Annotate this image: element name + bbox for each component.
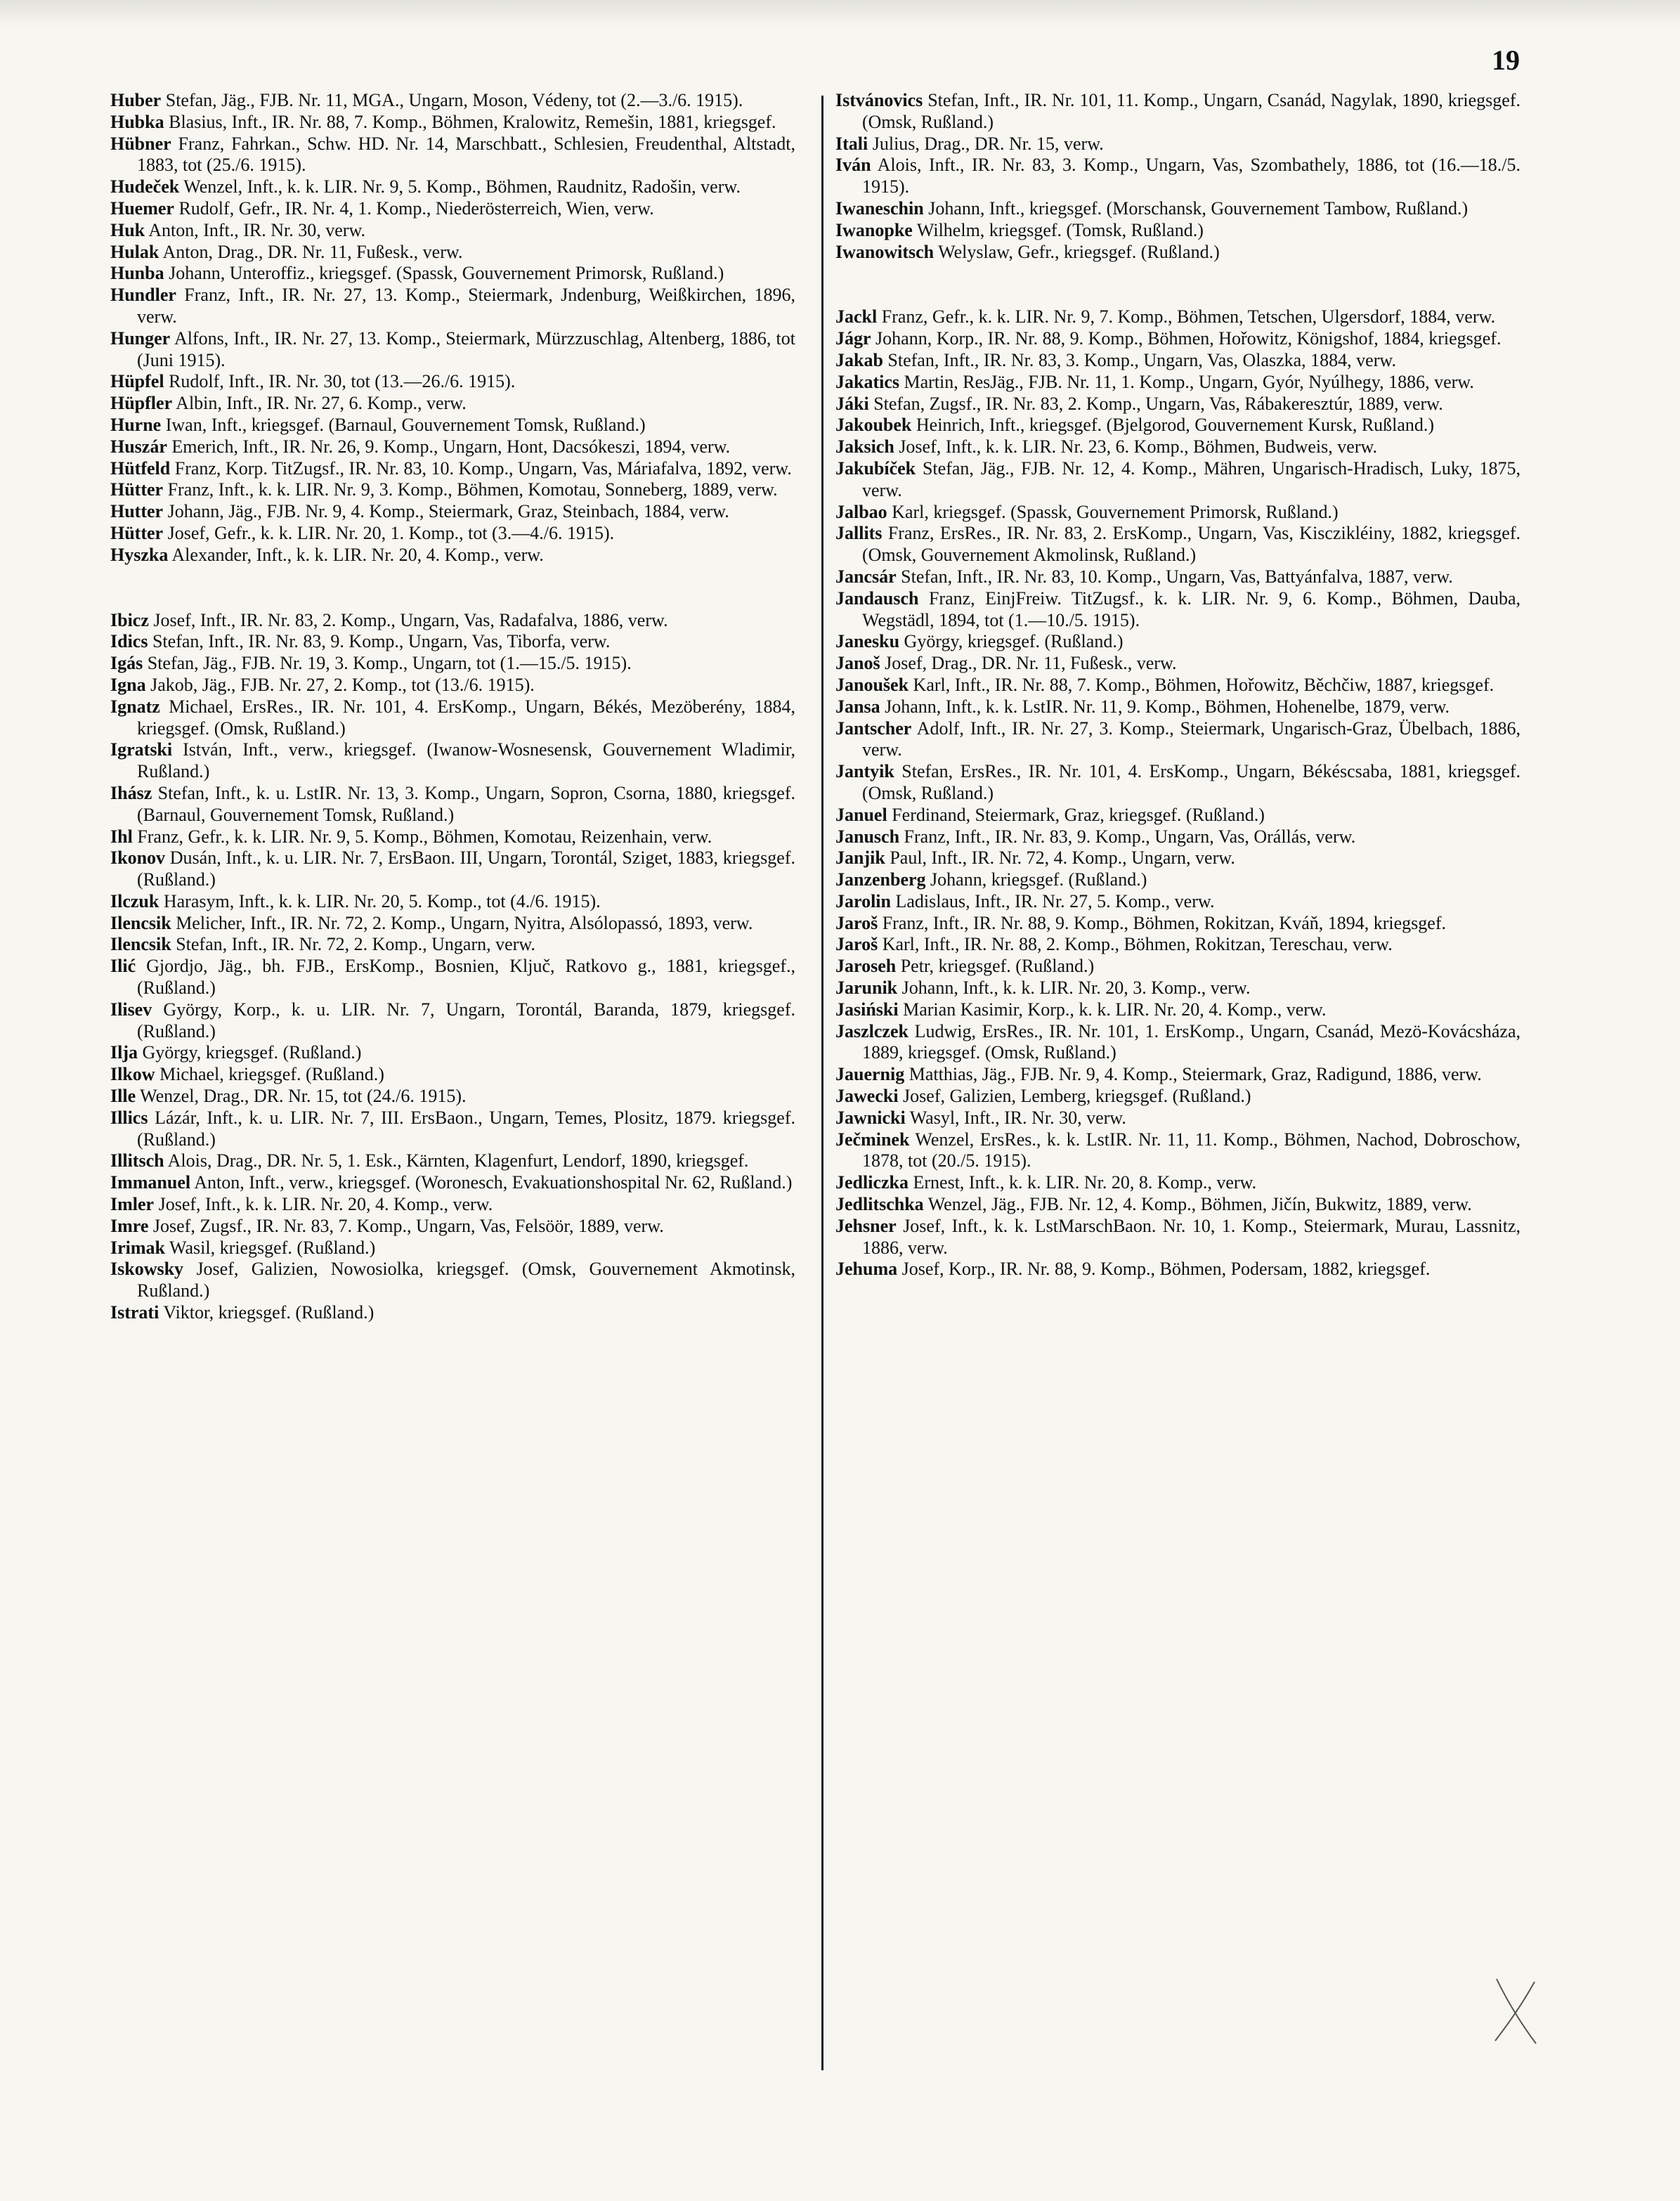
entry-surname: Ihl bbox=[110, 826, 133, 847]
entry-details: Karl, kriegsgef. (Spassk, Gouvernement Primorsk, Rußland.) bbox=[887, 501, 1339, 522]
entry-surname: Hütter bbox=[110, 479, 164, 500]
directory-entry bbox=[835, 306, 1521, 328]
directory-entry bbox=[110, 523, 795, 545]
directory-entry bbox=[110, 263, 795, 285]
entry-details: Welyslaw, Gefr., kriegsgef. (Rußland.) bbox=[934, 241, 1220, 262]
entry-surname: Jauernig bbox=[835, 1064, 905, 1085]
entries-j-group bbox=[835, 306, 1521, 1280]
directory-entry bbox=[110, 1302, 795, 1324]
directory-entry bbox=[835, 394, 1521, 415]
entry-surname: Ilczuk bbox=[110, 890, 159, 911]
directory-entry bbox=[110, 891, 795, 913]
directory-entry bbox=[835, 956, 1521, 978]
entry-details: Franz, Gefr., k. k. LIR. Nr. 9, 7. Komp., Böhmen, Tetschen, Ulgersdorf, 1884, verw. bbox=[877, 306, 1496, 327]
entry-details: Iwan, Inft., kriegsgef. (Barnaul, Gouvernement Tomsk, Rußland.) bbox=[161, 414, 646, 435]
entry-details: Johann, Inft., k. k. LIR. Nr. 20, 3. Komp., verw. bbox=[897, 978, 1251, 999]
entry-details: Gjordjo, Jäg., bh. FJB., ErsKomp., Bosnien, Ključ, Ratkovo g., 1881, kriegsgef., (Rußland.) bbox=[136, 956, 795, 999]
directory-entry bbox=[835, 220, 1521, 242]
entry-details: Emerich, Inft., IR. Nr. 26, 9. Komp., Ungarn, Hont, Dacsókeszi, 1894, verw. bbox=[167, 436, 731, 457]
page-number: 19 bbox=[1492, 44, 1520, 76]
directory-entry bbox=[835, 1129, 1521, 1173]
entry-details: Wasyl, Inft., IR. Nr. 30, verw. bbox=[905, 1107, 1126, 1128]
entry-surname: Jaroš bbox=[835, 912, 878, 933]
entry-surname: Hübner bbox=[110, 133, 171, 154]
column-divider bbox=[821, 96, 823, 2070]
entry-details: Josef, Zugsf., IR. Nr. 83, 7. Komp., Ungarn, Vas, Felsöör, 1889, verw. bbox=[148, 1215, 664, 1236]
entry-details: Michael, kriegsgef. (Rußland.) bbox=[155, 1064, 384, 1085]
directory-entry bbox=[835, 372, 1521, 394]
entry-surname: Istvánovics bbox=[835, 90, 923, 110]
entry-surname: Huber bbox=[110, 90, 162, 110]
entry-surname: Januel bbox=[835, 804, 887, 825]
entry-surname: Ibicz bbox=[110, 609, 149, 630]
entry-details: Stefan, ErsRes., IR. Nr. 101, 4. ErsKomp., Ungarn, Békéscsaba, 1881, kriegsgef. (Omsk, Rußland.) bbox=[862, 761, 1521, 803]
entry-details: Wenzel, Drag., DR. Nr. 15, tot (24./6. 1915). bbox=[136, 1086, 467, 1107]
entry-details: Wenzel, Inft., k. k. LIR. Nr. 9, 5. Komp., Böhmen, Raudnitz, Radošin, verw. bbox=[179, 176, 741, 197]
entries-i-group-continued bbox=[835, 90, 1521, 263]
entry-details: György, kriegsgef. (Rußland.) bbox=[899, 631, 1124, 652]
entry-details: Lázár, Inft., k. u. LIR. Nr. 7, III. ErsBaon., Ungarn, Temes, Plositz, 1879. kriegsgef. (Rußland.) bbox=[137, 1107, 795, 1150]
entry-surname: Hüpfler bbox=[110, 393, 173, 414]
directory-entry bbox=[110, 1238, 795, 1259]
directory-entry bbox=[835, 934, 1521, 956]
directory-entry bbox=[110, 1216, 795, 1238]
entry-details: György, Korp., k. u. LIR. Nr. 7, Ungarn, Torontál, Baranda, 1879, kriegsgef. (Rußland.) bbox=[137, 999, 795, 1041]
entry-details: Franz, Korp. TitZugsf., IR. Nr. 83, 10. Komp., Ungarn, Vas, Máriafalva, 1892, verw. bbox=[170, 457, 792, 479]
directory-entry bbox=[835, 328, 1521, 350]
entry-surname: Jaksich bbox=[835, 436, 894, 457]
directory-entry bbox=[835, 523, 1521, 566]
entry-details: Wasil, kriegsgef. (Rußland.) bbox=[165, 1237, 376, 1258]
directory-entry bbox=[835, 155, 1521, 198]
directory-entry bbox=[110, 501, 795, 523]
entry-details: Franz, Gefr., k. k. LIR. Nr. 9, 5. Komp., Böhmen, Komotau, Reizenhain, verw. bbox=[132, 826, 712, 847]
entry-surname: Immanuel bbox=[110, 1172, 191, 1193]
directory-entry bbox=[110, 653, 795, 675]
entry-details: Karl, Inft., IR. Nr. 88, 7. Komp., Böhmen, Hořowitz, Běchčiw, 1887, kriegsgef. bbox=[909, 674, 1495, 695]
entry-surname: Huszár bbox=[110, 436, 167, 457]
entry-details: Johann, Inft., kriegsgef. (Morschansk, Gouvernement Tambow, Rußland.) bbox=[923, 197, 1469, 219]
directory-entry bbox=[835, 718, 1521, 762]
directory-entry bbox=[835, 566, 1521, 588]
entry-surname: Jancsár bbox=[835, 566, 897, 587]
entry-details: Wilhelm, kriegsgef. (Tomsk, Rußland.) bbox=[912, 219, 1204, 240]
directory-entry bbox=[110, 739, 795, 783]
entry-details: Dusán, Inft., k. u. LIR. Nr. 7, ErsBaon. III, Ungarn, Torontál, Sziget, 1883, kriegsgef. (Rußland.) bbox=[137, 848, 795, 890]
directory-entry bbox=[110, 934, 795, 956]
entry-details: Petr, kriegsgef. (Rußland.) bbox=[896, 956, 1095, 977]
entry-details: Johann, Inft., k. k. LstIR. Nr. 11, 9. Komp., Böhmen, Hohenelbe, 1879, verw. bbox=[880, 696, 1450, 717]
directory-entry bbox=[110, 999, 795, 1043]
entry-surname: Jaroš bbox=[835, 934, 878, 955]
directory-entry bbox=[110, 112, 795, 134]
directory-entry bbox=[110, 1064, 795, 1086]
directory-entry bbox=[835, 1021, 1521, 1065]
entry-surname: Iwanopke bbox=[835, 219, 913, 240]
entry-surname: Janesku bbox=[835, 631, 900, 652]
entry-details: Michael, ErsRes., IR. Nr. 101, 4. ErsKomp., Ungarn, Békés, Mezöberény, 1884, kriegsgef. (Omsk, Rußland.) bbox=[137, 696, 795, 739]
entry-details: Stefan, Jäg., FJB. Nr. 19, 3. Komp., Ungarn, tot (1.—15./5. 1915). bbox=[143, 653, 632, 674]
directory-entry bbox=[110, 675, 795, 696]
directory-entry bbox=[110, 242, 795, 264]
entry-surname: Jakab bbox=[835, 349, 883, 370]
directory-entry bbox=[110, 285, 795, 328]
entry-surname: Hunba bbox=[110, 263, 164, 284]
entry-details: Franz, Inft., IR. Nr. 27, 13. Komp., Steiermark, Jndenburg, Weißkirchen, 1896, verw. bbox=[137, 285, 795, 327]
entry-details: Franz, Inft., k. k. LIR. Nr. 9, 3. Komp., Böhmen, Komotau, Sonneberg, 1889, verw. bbox=[163, 479, 778, 500]
directory-entry bbox=[110, 393, 795, 415]
entry-details: Josef, Inft., k. k. LIR. Nr. 20, 4. Komp., verw. bbox=[154, 1194, 493, 1215]
entry-details: Martin, ResJäg., FJB. Nr. 11, 1. Komp., Ungarn, Gyór, Nyúlhegy, 1886, verw. bbox=[899, 371, 1474, 392]
entry-surname: Jaszlczek bbox=[835, 1020, 909, 1041]
entry-surname: Hurne bbox=[110, 414, 162, 435]
entry-details: Rudolf, Inft., IR. Nr. 30, tot (13.—26./6. 1915). bbox=[164, 371, 516, 392]
entry-details: Viktor, kriegsgef. (Rußland.) bbox=[159, 1302, 375, 1323]
directory-entry bbox=[835, 90, 1521, 134]
entry-surname: Janusch bbox=[835, 826, 900, 847]
entry-details: Josef, Drag., DR. Nr. 11, Fußesk., verw. bbox=[880, 653, 1177, 674]
entry-surname: Irimak bbox=[110, 1237, 165, 1258]
entry-details: Stefan, Jäg., FJB. Nr. 12, 4. Komp., Mähren, Ungarisch-Hradisch, Luky, 1875, verw. bbox=[862, 457, 1521, 500]
directory-entry bbox=[110, 415, 795, 436]
entry-surname: Ille bbox=[110, 1086, 136, 1107]
directory-entry bbox=[835, 999, 1521, 1021]
entry-details: Blasius, Inft., IR. Nr. 88, 7. Komp., Böhmen, Kralowitz, Remešin, 1881, kriegsgef. bbox=[164, 111, 776, 132]
directory-entry bbox=[835, 350, 1521, 372]
left-column bbox=[110, 90, 795, 1324]
directory-entry bbox=[835, 1108, 1521, 1129]
directory-entry bbox=[835, 826, 1521, 848]
entry-surname: Janzenberg bbox=[835, 869, 926, 890]
entry-surname: Jantyik bbox=[835, 761, 894, 782]
directory-entry bbox=[835, 978, 1521, 999]
entry-surname: Jehsner bbox=[835, 1215, 897, 1236]
entry-surname: Imler bbox=[110, 1194, 155, 1215]
entry-surname: Hunger bbox=[110, 327, 171, 349]
entry-surname: Hyszka bbox=[110, 544, 169, 565]
entry-surname: Igás bbox=[110, 653, 143, 674]
entry-details: Matthias, Jäg., FJB. Nr. 9, 4. Komp., Steiermark, Graz, Radigund, 1886, verw. bbox=[904, 1064, 1482, 1085]
entry-surname: Jágr bbox=[835, 328, 871, 349]
directory-entry bbox=[110, 328, 795, 372]
entry-details: Josef, Galizien, Nowosiolka, kriegsgef. (Omsk, Gouvernement Akmotinsk, Rußland.) bbox=[137, 1259, 795, 1301]
entry-details: Anton, Inft., IR. Nr. 30, verw. bbox=[145, 219, 366, 240]
entry-surname: Ihász bbox=[110, 782, 152, 803]
directory-entry bbox=[110, 436, 795, 458]
entry-details: Julius, Drag., DR. Nr. 15, verw. bbox=[868, 133, 1104, 154]
entry-surname: Ilja bbox=[110, 1042, 138, 1063]
directory-entry bbox=[110, 90, 795, 112]
entry-surname: Iwanowitsch bbox=[835, 241, 935, 262]
entry-surname: Jandausch bbox=[835, 587, 919, 609]
directory-entry bbox=[835, 198, 1521, 220]
directory-entry bbox=[110, 848, 795, 891]
entry-details: Wenzel, Jäg., FJB. Nr. 12, 4. Komp., Böhmen, Jičín, Bukwitz, 1889, verw. bbox=[923, 1194, 1472, 1215]
directory-entry bbox=[835, 1194, 1521, 1216]
entry-surname: Jaroseh bbox=[835, 956, 897, 977]
directory-entry bbox=[110, 1259, 795, 1302]
entry-surname: Hulak bbox=[110, 241, 159, 262]
entry-surname: Ilencsik bbox=[110, 912, 171, 933]
entry-details: Paul, Inft., IR. Nr. 72, 4. Komp., Ungarn, verw. bbox=[885, 848, 1235, 869]
directory-entry bbox=[835, 869, 1521, 891]
directory-entry bbox=[835, 1172, 1521, 1194]
directory-entry bbox=[110, 1150, 795, 1172]
entry-surname: Ilisev bbox=[110, 999, 152, 1020]
entry-surname: Jarolin bbox=[835, 890, 891, 911]
entry-surname: Hüpfel bbox=[110, 371, 164, 392]
directory-entry bbox=[835, 242, 1521, 264]
entry-details: Alexander, Inft., k. k. LIR. Nr. 20, 4. Komp., verw. bbox=[168, 544, 544, 565]
entry-details: Stefan, Inft., k. u. LstIR. Nr. 13, 3. Komp., Ungarn, Sopron, Csorna, 1880, kriegsgef. (Barnaul, Gouvernement Tomsk, Rußland.) bbox=[137, 782, 795, 825]
entry-surname: Janjik bbox=[835, 848, 885, 869]
directory-entry bbox=[835, 675, 1521, 696]
pencil-cross-mark bbox=[1491, 1976, 1540, 2046]
directory-entry bbox=[835, 1216, 1521, 1259]
directory-entry bbox=[110, 1194, 795, 1216]
directory-entry bbox=[835, 502, 1521, 524]
directory-entry bbox=[110, 1108, 795, 1151]
entry-details: Stefan, Jäg., FJB. Nr. 11, MGA., Ungarn, Moson, Védeny, tot (2.—3./6. 1915). bbox=[161, 90, 743, 110]
directory-entry bbox=[110, 696, 795, 740]
entry-surname: Illics bbox=[110, 1107, 148, 1128]
entry-surname: Janoušek bbox=[835, 674, 909, 695]
directory-entry bbox=[110, 783, 795, 826]
directory-entry bbox=[835, 761, 1521, 805]
directory-entry bbox=[110, 610, 795, 632]
entry-details: Melicher, Inft., IR. Nr. 72, 2. Komp., Ungarn, Nyitra, Alsólopassó, 1893, verw. bbox=[171, 912, 753, 933]
entry-surname: Itali bbox=[835, 133, 868, 154]
entry-surname: Hudeček bbox=[110, 176, 180, 197]
entry-details: Adolf, Inft., IR. Nr. 27, 3. Komp., Steiermark, Ungarisch-Graz, Übelbach, 1886, verw. bbox=[862, 718, 1521, 760]
entry-details: Anton, Drag., DR. Nr. 11, Fußesk., verw. bbox=[159, 241, 463, 262]
entry-details: Stefan, Zugsf., IR. Nr. 83, 2. Komp., Ungarn, Vas, Rábakeresztúr, 1889, verw. bbox=[868, 393, 1443, 414]
directory-entry bbox=[110, 826, 795, 848]
right-column bbox=[835, 90, 1521, 1280]
entry-details: Alois, Drag., DR. Nr. 5, 1. Esk., Kärnten, Klagenfurt, Lendorf, 1890, kriegsgef. bbox=[164, 1150, 749, 1171]
directory-entry bbox=[835, 458, 1521, 502]
entry-surname: Jehuma bbox=[835, 1259, 898, 1280]
entry-details: Karl, Inft., IR. Nr. 88, 2. Komp., Böhmen, Rokitzan, Tereschau, verw. bbox=[878, 934, 1393, 955]
directory-entry bbox=[110, 1086, 795, 1108]
directory-entry bbox=[110, 1172, 795, 1194]
directory-entry bbox=[110, 479, 795, 501]
entry-surname: Ilkow bbox=[110, 1064, 155, 1085]
entry-details: Franz, EinjFreiw. TitZugsf., k. k. LIR. Nr. 9, 6. Komp., Böhmen, Dauba, Wegstädl, 1894, tot (1.—10./5. 1915). bbox=[862, 587, 1521, 630]
entry-surname: Idics bbox=[110, 631, 148, 652]
entry-details: Josef, Inft., k. k. LIR. Nr. 23, 6. Komp., Böhmen, Budweis, verw. bbox=[894, 436, 1378, 457]
entry-details: Harasym, Inft., k. k. LIR. Nr. 20, 5. Komp., tot (4./6. 1915). bbox=[159, 890, 601, 911]
entry-surname: Ječminek bbox=[835, 1129, 910, 1150]
entry-details: Jakob, Jäg., FJB. Nr. 27, 2. Komp., tot (13./6. 1915). bbox=[145, 674, 535, 695]
entry-details: Josef, Korp., IR. Nr. 88, 9. Komp., Böhmen, Podersam, 1882, kriegsgef. bbox=[897, 1259, 1431, 1280]
entry-surname: Janoš bbox=[835, 653, 880, 674]
entry-surname: Jalbao bbox=[835, 501, 887, 522]
entry-surname: Imre bbox=[110, 1215, 149, 1236]
entry-details: Johann, Unteroffiz., kriegsgef. (Spassk, Gouvernement Primorsk, Rußland.) bbox=[164, 263, 724, 284]
entry-surname: Jakoubek bbox=[835, 415, 912, 436]
entry-details: Wenzel, ErsRes., k. k. LstIR. Nr. 11, 11. Komp., Böhmen, Nachod, Dobroschow, 1878, tot (20./5. 1915). bbox=[862, 1129, 1521, 1171]
entry-surname: Hubka bbox=[110, 111, 164, 132]
directory-entry bbox=[110, 631, 795, 653]
entry-details: Alfons, Inft., IR. Nr. 27, 13. Komp., Steiermark, Mürzzuschlag, Altenberg, 1886, tot (Juni 1915). bbox=[137, 327, 795, 370]
entry-surname: Jedlitschka bbox=[835, 1194, 924, 1215]
directory-entry bbox=[110, 176, 795, 198]
directory-entry bbox=[835, 891, 1521, 913]
entry-surname: Jakubíček bbox=[835, 457, 916, 479]
letter-gap bbox=[110, 566, 795, 610]
entry-surname: Iwaneschin bbox=[835, 197, 924, 219]
entry-surname: Igna bbox=[110, 674, 146, 695]
entry-details: Franz, Inft., IR. Nr. 83, 9. Komp., Ungarn, Vas, Orállás, verw. bbox=[899, 826, 1356, 847]
entry-surname: Illitsch bbox=[110, 1150, 164, 1171]
entry-details: Ernest, Inft., k. k. LIR. Nr. 20, 8. Komp., verw. bbox=[909, 1172, 1257, 1193]
entry-details: Ferdinand, Steiermark, Graz, kriegsgef. (Rußland.) bbox=[887, 804, 1265, 825]
directory-entry bbox=[835, 696, 1521, 718]
entry-surname: Hutter bbox=[110, 501, 164, 522]
entry-surname: Ilić bbox=[110, 956, 136, 977]
entry-surname: Huemer bbox=[110, 197, 174, 219]
entry-details: Johann, Korp., IR. Nr. 88, 9. Komp., Böhmen, Hořowitz, Königshof, 1884, kriegsgef. bbox=[871, 328, 1502, 349]
entry-details: Franz, Fahrkan., Schw. HD. Nr. 14, Marschbatt., Schlesien, Freudenthal, Altstadt, 1883, tot (25./6. 1915). bbox=[137, 133, 795, 176]
entries-h-group bbox=[110, 90, 795, 566]
entry-details: Stefan, Inft., IR. Nr. 83, 10. Komp., Ungarn, Vas, Battyánfalva, 1887, verw. bbox=[896, 566, 1453, 587]
entry-surname: Iskowsky bbox=[110, 1259, 184, 1280]
letter-gap bbox=[835, 263, 1521, 306]
directory-entry bbox=[110, 545, 795, 566]
entry-details: Franz, ErsRes., IR. Nr. 83, 2. ErsKomp., Ungarn, Vas, Kisczikléiny, 1882, kriegsgef. (Omsk, Gouvernement Akmolinsk, Rußland.) bbox=[862, 523, 1521, 566]
directory-entry bbox=[835, 588, 1521, 632]
directory-entry bbox=[110, 913, 795, 935]
entry-surname: Hundler bbox=[110, 285, 176, 306]
entry-details: Johann, Jäg., FJB. Nr. 9, 4. Komp., Steiermark, Graz, Steinbach, 1884, verw. bbox=[163, 501, 729, 522]
entry-details: Rudolf, Gefr., IR. Nr. 4, 1. Komp., Niederösterreich, Wien, verw. bbox=[174, 197, 654, 219]
entry-details: Franz, Inft., IR. Nr. 88, 9. Komp., Böhmen, Rokitzan, Kváň, 1894, kriegsgef. bbox=[878, 912, 1446, 933]
entry-details: Ludwig, ErsRes., IR. Nr. 101, 1. ErsKomp., Ungarn, Csanád, Mezö-Kovácsháza, 1889, kriegsgef. (Omsk, Rußland.) bbox=[862, 1020, 1521, 1063]
directory-entry bbox=[110, 220, 795, 242]
directory-entry bbox=[835, 913, 1521, 935]
directory-entry bbox=[835, 1086, 1521, 1108]
entry-surname: Ikonov bbox=[110, 848, 166, 869]
entry-surname: Igratski bbox=[110, 739, 173, 760]
entry-details: Josef, Inft., IR. Nr. 83, 2. Komp., Ungarn, Vas, Radafalva, 1886, verw. bbox=[148, 609, 668, 630]
entry-details: Josef, Inft., k. k. LstMarschBaon. Nr. 10, 1. Komp., Steiermark, Murau, Lassnitz, 1886, verw. bbox=[862, 1215, 1521, 1258]
entry-details: Alois, Inft., IR. Nr. 83, 3. Komp., Ungarn, Vas, Szombathely, 1886, tot (16.—18./5. 1915). bbox=[862, 155, 1521, 197]
directory-entry bbox=[835, 848, 1521, 869]
entry-surname: Jasiński bbox=[835, 999, 899, 1020]
entry-details: Josef, Galizien, Lemberg, kriegsgef. (Rußland.) bbox=[898, 1086, 1251, 1107]
directory-entry bbox=[835, 134, 1521, 155]
entry-surname: Huk bbox=[110, 219, 145, 240]
directory-entry bbox=[835, 1064, 1521, 1086]
entry-details: Stefan, Inft., IR. Nr. 83, 9. Komp., Ungarn, Vas, Tiborfa, verw. bbox=[148, 631, 611, 652]
entry-details: Heinrich, Inft., kriegsgef. (Bjelgorod, Gouvernement Kursk, Rußland.) bbox=[911, 415, 1435, 436]
directory-entry bbox=[835, 436, 1521, 458]
entry-surname: Hütter bbox=[110, 522, 164, 543]
entries-i-group bbox=[110, 610, 795, 1324]
entry-surname: Jawnicki bbox=[835, 1107, 906, 1128]
directory-entry bbox=[835, 805, 1521, 826]
entry-surname: Jansa bbox=[835, 696, 880, 717]
directory-entry bbox=[835, 1259, 1521, 1280]
entry-details: György, kriegsgef. (Rußland.) bbox=[138, 1042, 362, 1063]
entry-details: Anton, Inft., verw., kriegsgef. (Woronesch, Evakuationshospital Nr. 62, Rußland.) bbox=[190, 1172, 793, 1193]
entry-details: István, Inft., verw., kriegsgef. (Iwanow-Wosnesensk, Gouvernement Wladimir, Rußland.) bbox=[137, 739, 795, 782]
directory-entry bbox=[110, 198, 795, 220]
directory-entry bbox=[110, 371, 795, 393]
entry-details: Ladislaus, Inft., IR. Nr. 27, 5. Komp., verw. bbox=[890, 890, 1215, 911]
entry-details: Stefan, Inft., IR. Nr. 83, 3. Komp., Ungarn, Vas, Olaszka, 1884, verw. bbox=[883, 349, 1396, 370]
entry-details: Stefan, Inft., IR. Nr. 72, 2. Komp., Ungarn, verw. bbox=[171, 934, 535, 955]
entry-details: Marian Kasimir, Korp., k. k. LIR. Nr. 20, 4. Komp., verw. bbox=[898, 999, 1327, 1020]
entry-surname: Jakatics bbox=[835, 371, 899, 392]
directory-entry bbox=[835, 631, 1521, 653]
entry-surname: Iván bbox=[835, 155, 871, 176]
entry-surname: Istrati bbox=[110, 1302, 159, 1323]
entry-surname: Ignatz bbox=[110, 696, 160, 717]
entry-details: Josef, Gefr., k. k. LIR. Nr. 20, 1. Komp., tot (3.—4./6. 1915). bbox=[163, 522, 615, 543]
entry-details: Stefan, Inft., IR. Nr. 101, 11. Komp., Ungarn, Csanád, Nagylak, 1890, kriegsgef. (Omsk, Rußland.) bbox=[862, 90, 1521, 132]
directory-entry bbox=[110, 134, 795, 177]
entry-surname: Ilencsik bbox=[110, 934, 171, 955]
directory-entry bbox=[110, 1042, 795, 1064]
entry-surname: Jawecki bbox=[835, 1086, 899, 1107]
entry-surname: Jackl bbox=[835, 306, 878, 327]
directory-entry bbox=[835, 653, 1521, 675]
entry-details: Albin, Inft., IR. Nr. 27, 6. Komp., verw. bbox=[172, 393, 467, 414]
entry-surname: Jallits bbox=[835, 523, 883, 544]
entry-surname: Jáki bbox=[835, 393, 869, 414]
entry-surname: Jedliczka bbox=[835, 1172, 909, 1193]
entry-surname: Hütfeld bbox=[110, 457, 171, 479]
directory-entry bbox=[110, 458, 795, 480]
entry-surname: Jantscher bbox=[835, 718, 912, 739]
entry-details: Johann, kriegsgef. (Rußland.) bbox=[925, 869, 1147, 890]
directory-entry bbox=[835, 415, 1521, 436]
entry-surname: Jarunik bbox=[835, 978, 898, 999]
directory-entry bbox=[110, 956, 795, 999]
